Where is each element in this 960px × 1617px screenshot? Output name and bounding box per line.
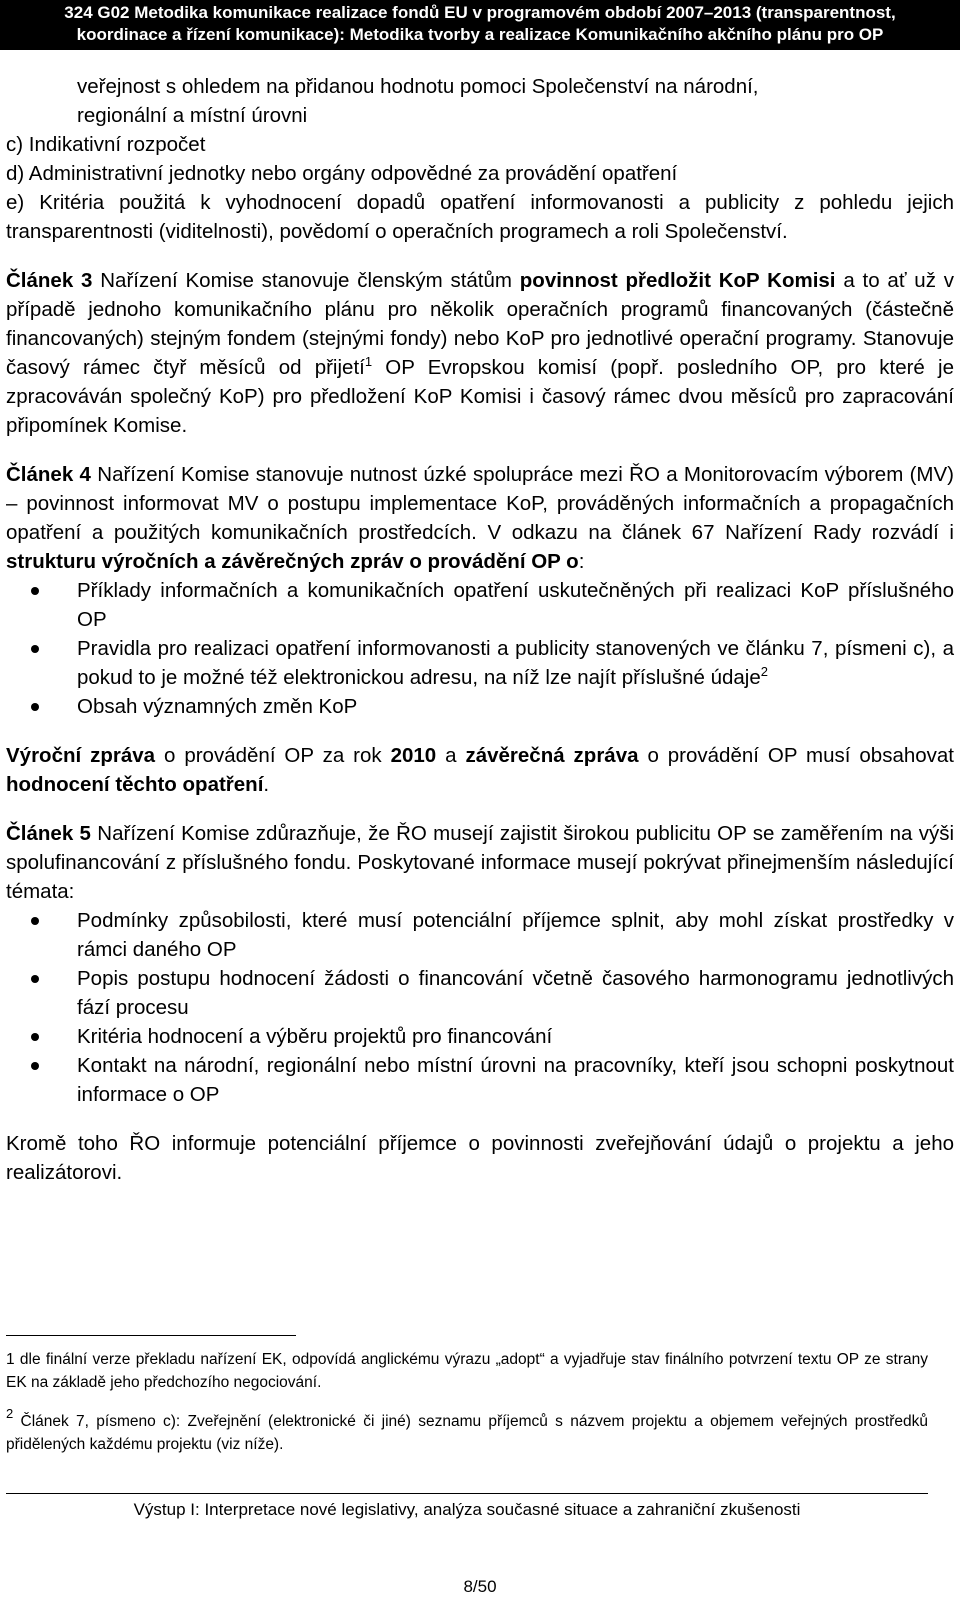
page-number: 8/50 xyxy=(463,1577,497,1596)
list-item-e: e) Kritéria použitá k vyhodnocení dopadů opatření informovanosti a publicity z pohledu jejich transparentnosti (viditelnosti), povědomí o operačních programech a roli Společenství. xyxy=(6,191,954,243)
list-item-c: c) Indikativní rozpočet xyxy=(6,133,206,156)
footnote-1: 1 dle finální verze překladu nařízení EK, odpovídá anglickému výrazu „adopt“ a vyjadřuje stav finálního potvrzení textu OP ze strany EK na základě jeho předchozího negociování. xyxy=(6,1351,928,1391)
article-5-label: Článek 5 xyxy=(6,822,91,845)
article-3-paragraph: Článek 3 Nařízení Komise stanovuje členským státům povinnost předložit KoP Komisi a to ať už v případě jednoho komunikačního plánu pro několik operačních programů financovaných (částečně financovaných) stejným fondem (stejnými fondy) nebo KoP pro jednotlivé operační programy. Stanovuje časový rámec čtyř měsíců od přijetí$^1$ OP Evropskou komisí (popř. posledního OP, pro které je zpracováván společný KoP) pro předložení KoP Komisi i časový rámec dvou měsíců pro zapracování připomínek Komise. xyxy=(6,269,955,437)
list-item: Příklady informačních a komunikačních opatření uskutečněných při realizaci KoP příslušného OP xyxy=(6,576,954,634)
art4-emphasis: strukturu výročních a závěrečných zpráv o provádění OP o xyxy=(6,550,579,573)
list-item: Pravidla pro realizaci opatření informovanosti a publicity stanovených ve článku 7, písmeni c), a pokud to je možné též elektronickou adresu, na níž lze najít příslušné údaje$^2$ xyxy=(6,634,954,692)
closing-paragraph: Kromě toho ŘO informuje potenciální příjemce o povinnosti zveřejňování údajů o projektu a jeho realizátorovi. xyxy=(6,1132,954,1184)
list-item-d: d) Administrativní jednotky nebo orgány odpovědné za provádění opatření xyxy=(6,162,678,185)
page-header xyxy=(0,0,960,50)
article-4-label: Článek 4 xyxy=(6,463,91,486)
annual-report-paragraph: Výroční zpráva o provádění OP za rok 2010 a závěrečná zpráva o provádění OP musí obsahovat hodnocení těchto opatření. xyxy=(6,744,954,796)
footnote-separator xyxy=(6,1335,296,1336)
list-item: Podmínky způsobilosti, které musí potenciální příjemce splnit, aby mohl získat prostředky v rámci daného OP xyxy=(6,906,954,964)
header-line-2: koordinace a řízení komunikace): Metodika tvorby a realizace Komunikačního akčního plánu pro OP xyxy=(76,25,884,44)
list-item: Popis postupu hodnocení žádosti o financování včetně časového harmonogramu jednotlivých fází procesu xyxy=(6,964,954,1022)
footer-separator xyxy=(6,1493,928,1494)
art3-emphasis: povinnost předložit KoP Komisi xyxy=(519,269,836,292)
page-footer: Výstup I: Interpretace nové legislativy, analýza současné situace a zahraniční zkušenosti xyxy=(133,1500,801,1519)
body-content xyxy=(6,72,954,1187)
article-3-label: Článek 3 xyxy=(6,269,93,292)
article-4-list xyxy=(6,576,954,721)
list-item: Kontakt na národní, regionální nebo místní úrovni na pracovníky, kteří jsou schopni poskytnout informace o OP xyxy=(6,1051,954,1109)
intro-line-2: regionální a místní úrovni xyxy=(77,104,308,127)
footnote-ref-2: 2 xyxy=(760,664,768,679)
list-item: Obsah významných změn KoP xyxy=(6,692,954,721)
article-5-paragraph: Článek 5 Nařízení Komise zdůrazňuje, že ŘO musejí zajistit širokou publicitu OP se zaměřením na výši spolufinancování z příslušného fondu. Poskytované informace musejí pokrývat přinejmenším následující témata: xyxy=(6,822,955,903)
intro-line-1: veřejnost s ohledem na přidanou hodnotu pomoci Společenství na národní, xyxy=(77,75,759,98)
footnote-ref-1: 1 xyxy=(364,354,373,369)
header-line-1: 324 G02 Metodika komunikace realizace fondů EU v programovém období 2007–2013 (transparentnost, xyxy=(64,3,896,22)
article-4-paragraph: Článek 4 Nařízení Komise stanovuje nutnost úzké spolupráce mezi ŘO a Monitorovacím výborem (MV) – povinnost informovat MV o postupu implementace KoP, prováděných informačních a propagačních opatření a použitých komunikačních prostředcích. V odkazu na článek 67 Nařízení Rady rozvádí i strukturu výročních a závěrečných zpráv o provádění OP o: xyxy=(6,463,954,573)
list-item: Kritéria hodnocení a výběru projektů pro financování xyxy=(6,1022,954,1051)
footnotes xyxy=(6,1348,928,1456)
footnote-2: $^2$ Článek 7, písmeno c): Zveřejnění (elektronické či jiné) seznamu příjemců s názvem projektu a objemem veřejných prostředků přidělených každému projektu (viz níže). xyxy=(6,1406,928,1453)
article-5-list xyxy=(6,906,954,1109)
